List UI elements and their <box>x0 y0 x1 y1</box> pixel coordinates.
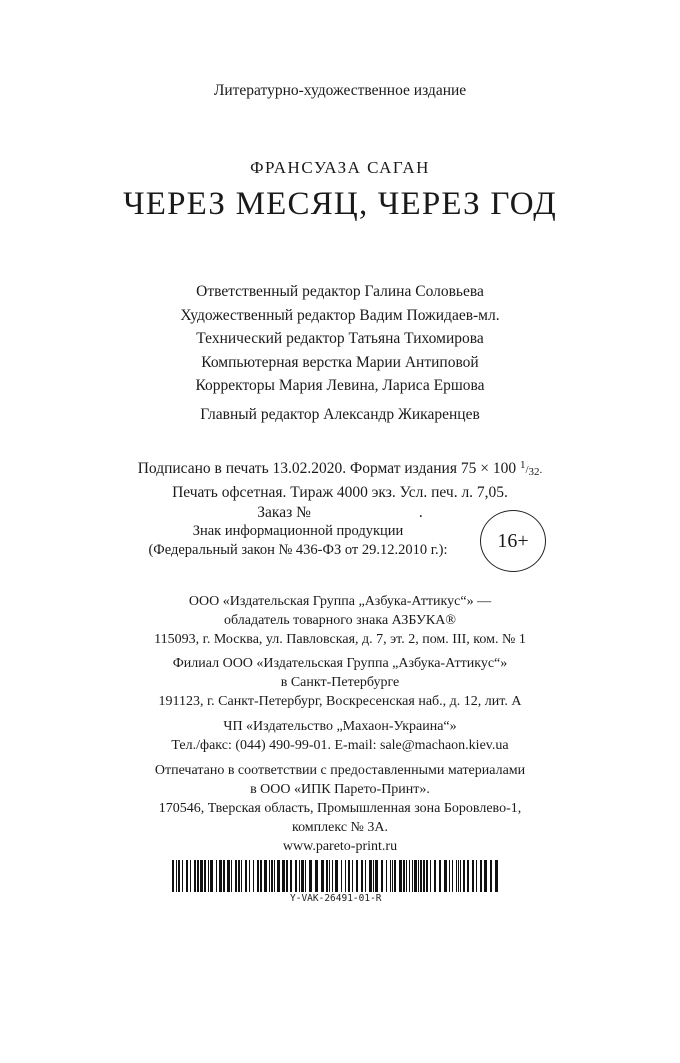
order-end: . <box>418 504 423 521</box>
barcode-bar <box>190 860 191 892</box>
barcode-bar <box>315 860 318 892</box>
printer-line: в ООО «ИПК Парето-Принт». <box>250 782 430 797</box>
barcode-bar <box>238 860 240 892</box>
order-line <box>0 503 680 524</box>
format-fraction <box>519 459 543 478</box>
print-info-line-1 <box>0 455 680 483</box>
author-name: ФРАНСУАЗА САГАН <box>250 158 430 177</box>
barcode-bar <box>390 860 391 892</box>
barcode-bar <box>249 860 250 892</box>
age-rating-text: 16+ <box>497 529 529 552</box>
barcode-bar <box>456 860 457 892</box>
publisher-line: в Санкт-Петербурге <box>280 675 400 690</box>
barcode-bar <box>412 860 413 892</box>
barcode-bar <box>305 860 306 892</box>
barcode-bar <box>386 860 387 892</box>
publisher-block-machaon <box>0 717 680 755</box>
barcode-bar <box>290 860 292 892</box>
printer-block <box>0 761 680 856</box>
barcode-bar <box>434 860 436 892</box>
barcode-bar <box>182 860 183 892</box>
barcode-bar <box>460 860 461 892</box>
barcode-bar <box>399 860 402 892</box>
barcode-bar <box>375 860 378 892</box>
barcode-bar <box>216 860 217 892</box>
barcode-bar <box>176 860 177 892</box>
barcode-bar <box>472 860 474 892</box>
barcode-bar <box>335 860 338 892</box>
barcode-bar <box>295 860 297 892</box>
barcode-bar <box>264 860 267 892</box>
barcode-bar <box>326 860 328 892</box>
info-mark-line-2: (Федеральный закон № 436-ФЗ от 29.12.2010 г.): <box>148 542 448 558</box>
printer-line: комплекс № 3А. <box>291 820 388 835</box>
barcode-bar <box>274 860 275 892</box>
chief-editor: Главный редактор Александр Жикаренцев <box>200 405 480 423</box>
print-info-line-2: Печать офсетная. Тираж 4000 экз. Усл. печ. л. 7,05. <box>172 483 508 501</box>
barcode-bar <box>210 860 213 892</box>
age-rating-badge <box>480 510 546 572</box>
publisher-block-azbuka <box>0 592 680 649</box>
barcode-bar <box>381 860 383 892</box>
barcode-bar <box>480 860 482 892</box>
order-label: Заказ № <box>257 504 311 521</box>
barcode-bar <box>235 860 237 892</box>
credit-line: Ответственный редактор Галина Соловьева <box>196 283 484 300</box>
barcode-bar <box>420 860 422 892</box>
print-info <box>0 455 680 524</box>
credits-block <box>0 280 680 426</box>
info-mark-text <box>128 522 468 560</box>
publisher-line: 191123, г. Санкт-Петербург, Воскресенская наб., д. 12, лит. А <box>158 694 522 709</box>
barcode-bar <box>223 860 225 892</box>
barcode-bar <box>467 860 469 892</box>
print-info-text: Подписано в печать 13.02.2020. Формат издания 75 × 100 <box>137 460 517 477</box>
barcode-bar <box>227 860 230 892</box>
barcode-bar <box>458 860 459 892</box>
fraction-slash: / <box>525 464 529 476</box>
barcode <box>172 860 502 892</box>
barcode-bar <box>260 860 262 892</box>
barcode-bar <box>329 860 330 892</box>
barcode-bar <box>269 860 270 892</box>
barcode-bar <box>341 860 342 892</box>
printer-website: www.pareto-print.ru <box>282 839 398 854</box>
barcode-bar <box>253 860 254 892</box>
barcode-bar <box>241 860 242 892</box>
barcode-bar <box>286 860 288 892</box>
barcode-bar <box>231 860 232 892</box>
barcode-bar <box>414 860 417 892</box>
barcode-bar <box>348 860 350 892</box>
barcode-bar <box>490 860 492 892</box>
barcode-bar <box>406 860 407 892</box>
barcode-bar <box>219 860 222 892</box>
barcode-bar <box>356 860 358 892</box>
publisher-line: Тел./факс: (044) 490-99-01. E-mail: sale@machaon.kiev.ua <box>171 738 509 753</box>
barcode-bar <box>449 860 450 892</box>
fraction-numerator: 1 <box>519 459 526 471</box>
barcode-bar <box>186 860 188 892</box>
barcode-bar <box>426 860 428 892</box>
fraction-denominator: 32 <box>528 466 540 478</box>
barcode-bar <box>409 860 410 892</box>
credit-line: Технический редактор Татьяна Тихомирова <box>196 330 484 347</box>
barcode-bar <box>332 860 333 892</box>
barcode-bar <box>476 860 477 892</box>
credit-line: Художественный редактор Вадим Пожидаев-мл. <box>180 306 500 324</box>
publisher-line: ЧП «Издательство „Махаон-Украина“» <box>223 719 457 734</box>
info-mark-line-1: Знак информационной продукции <box>192 523 404 539</box>
barcode-bar <box>172 860 174 892</box>
publisher-line: Филиал ООО «Издательская Группа „Азбука-Аттикус“» <box>172 656 508 671</box>
printer-line: 170546, Тверская область, Промышленная зона Боровлево-1, <box>158 801 522 816</box>
barcode-bar <box>365 860 366 892</box>
barcode-bar <box>178 860 180 892</box>
barcode-bar <box>361 860 363 892</box>
barcode-bar <box>301 860 304 892</box>
barcode-bar <box>245 860 247 892</box>
book-title: ЧЕРЕЗ МЕСЯЦ, ЧЕРЕЗ ГОД <box>123 186 557 222</box>
barcode-bar <box>369 860 372 892</box>
barcode-bar <box>345 860 346 892</box>
barcode-bar <box>463 860 465 892</box>
barcode-bar <box>208 860 209 892</box>
barcode-bar <box>257 860 259 892</box>
publisher-line: обладатель товарного знака АЗБУКА® <box>224 613 456 628</box>
barcode-bar <box>484 860 487 892</box>
barcode-bar <box>271 860 273 892</box>
publisher-block-spb-branch <box>0 654 680 711</box>
fraction-end: . <box>539 464 543 476</box>
barcode-bar <box>439 860 441 892</box>
barcode-bar <box>197 860 199 892</box>
barcode-bar <box>373 860 374 892</box>
barcode-bar <box>200 860 203 892</box>
barcode-bar <box>430 860 431 892</box>
credit-line: Компьютерная верстка Марии Антиповой <box>201 353 479 371</box>
barcode-bar <box>444 860 447 892</box>
barcode-bar <box>194 860 196 892</box>
barcode-bar <box>394 860 396 892</box>
barcode-bar <box>299 860 300 892</box>
barcode-bar <box>403 860 405 892</box>
barcode-bar <box>452 860 453 892</box>
barcode-bar <box>277 860 280 892</box>
barcode-bar <box>309 860 312 892</box>
barcode-bar <box>392 860 393 892</box>
barcode-bar <box>418 860 419 892</box>
genre-line: Литературно-художественное издание <box>213 82 467 99</box>
barcode-bar <box>321 860 324 892</box>
publisher-line: ООО «Издательская Группа „Азбука-Аттикус“» — <box>188 594 492 609</box>
publisher-line: 115093, г. Москва, ул. Павловская, д. 7, эт. 2, пом. III, ком. № 1 <box>154 632 526 647</box>
barcode-label: Y-VAK-26491-01-R <box>290 893 382 904</box>
barcode-bar <box>282 860 285 892</box>
printer-line: Отпечатано в соответствии с предоставленными материалами <box>154 763 526 778</box>
barcode-bar <box>423 860 425 892</box>
barcode-bar <box>495 860 498 892</box>
credit-line: Корректоры Мария Левина, Лариса Ершова <box>195 377 485 394</box>
barcode-bar <box>352 860 353 892</box>
barcode-bar <box>204 860 206 892</box>
